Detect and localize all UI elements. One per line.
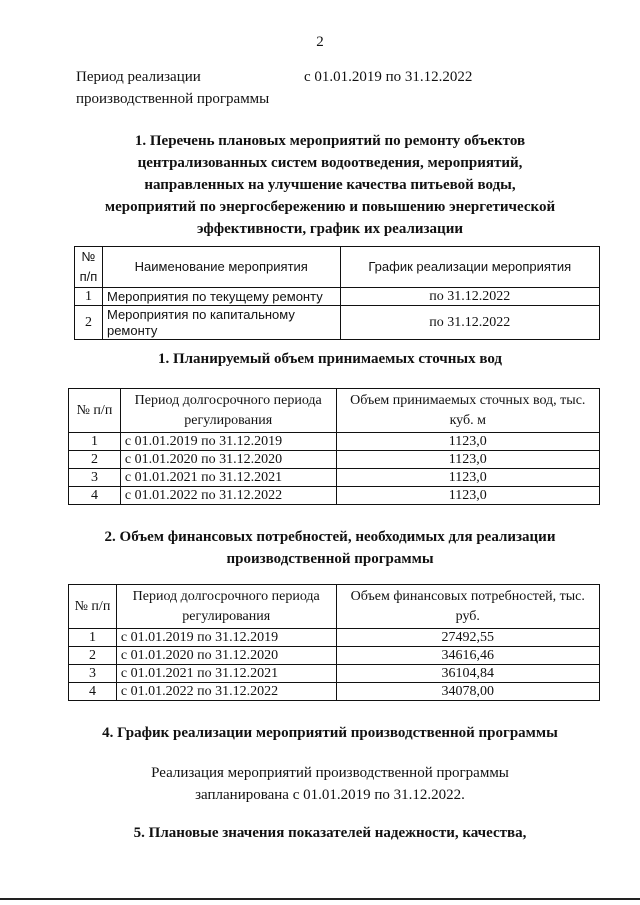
period-label-line: производственной программы bbox=[76, 91, 270, 107]
table-header-row bbox=[75, 247, 600, 288]
section1-title-line: мероприятий по энергосбережению и повышению энергетической bbox=[104, 199, 556, 215]
table-row bbox=[75, 306, 600, 340]
period-value: с 01.01.2019 по 31.12.2022 bbox=[304, 69, 473, 85]
section1-title-line: направленных на улучшение качества питьевой воды, bbox=[144, 177, 516, 193]
cell-number: 4 bbox=[69, 683, 117, 701]
table-row bbox=[75, 288, 600, 306]
cell-number: 1 bbox=[75, 288, 103, 306]
section5-title bbox=[60, 822, 600, 844]
cell-number: 4 bbox=[69, 487, 121, 505]
table-row bbox=[69, 469, 600, 487]
cell-number: 2 bbox=[69, 451, 121, 469]
wastewater-table bbox=[68, 388, 600, 505]
table-row bbox=[69, 665, 600, 683]
section3-title-line: 2. Объем финансовых потребностей, необходимых для реализации bbox=[104, 529, 556, 545]
table-header-row bbox=[69, 389, 600, 433]
header-financial-needs: Объем финансовых потребностей, тыс. руб. bbox=[336, 585, 599, 629]
cell-number: 1 bbox=[69, 433, 121, 451]
header-number: № п/п bbox=[69, 389, 121, 433]
header-number: № п/п bbox=[75, 247, 103, 288]
period-label-line: Период реализации bbox=[76, 69, 201, 85]
page-number: 2 bbox=[316, 34, 324, 50]
cell-financial-needs: 36104,84 bbox=[336, 665, 599, 683]
section3-title bbox=[60, 526, 600, 570]
table-row bbox=[69, 683, 600, 701]
cell-number: 3 bbox=[69, 469, 121, 487]
period-label bbox=[76, 66, 296, 110]
cell-period: с 01.01.2020 по 31.12.2020 bbox=[116, 647, 336, 665]
financial-table bbox=[68, 584, 600, 701]
header-period: Период долгосрочного периода регулирования bbox=[116, 585, 336, 629]
cell-number: 2 bbox=[69, 647, 117, 665]
header-period: Период долгосрочного периода регулирования bbox=[120, 389, 336, 433]
header-volume: Объем принимаемых сточных вод, тыс. куб. м bbox=[336, 389, 599, 433]
cell-number: 3 bbox=[69, 665, 117, 683]
section4-text-line: запланирована с 01.01.2019 по 31.12.2022. bbox=[195, 787, 465, 803]
cell-period: с 01.01.2019 по 31.12.2019 bbox=[116, 629, 336, 647]
table-row bbox=[69, 629, 600, 647]
table-row bbox=[69, 451, 600, 469]
cell-period: с 01.01.2021 по 31.12.2021 bbox=[120, 469, 336, 487]
cell-number: 2 bbox=[75, 306, 103, 340]
table-row bbox=[69, 433, 600, 451]
section5-title-line: 5. Плановые значения показателей надежности, качества, bbox=[133, 825, 527, 841]
cell-measure-name: Мероприятия по капитальному ремонту bbox=[102, 306, 340, 340]
cell-period: с 01.01.2020 по 31.12.2020 bbox=[120, 451, 336, 469]
cell-volume: 1123,0 bbox=[336, 487, 599, 505]
section4-text bbox=[60, 762, 600, 806]
section4-title-line: 4. График реализации мероприятий производственной программы bbox=[102, 725, 558, 741]
section1-title-line: централизованных систем водоотведения, мероприятий, bbox=[137, 155, 523, 171]
cell-volume: 1123,0 bbox=[336, 469, 599, 487]
section1-title-line: эффективности, график их реализации bbox=[197, 221, 463, 237]
cell-period: с 01.01.2022 по 31.12.2022 bbox=[120, 487, 336, 505]
section1-title bbox=[60, 130, 600, 240]
cell-period: с 01.01.2021 по 31.12.2021 bbox=[116, 665, 336, 683]
table-row bbox=[69, 647, 600, 665]
measures-table bbox=[74, 246, 600, 340]
table-row bbox=[69, 487, 600, 505]
cell-number: 1 bbox=[69, 629, 117, 647]
table-header-row bbox=[69, 585, 600, 629]
section2-title-line: 1. Планируемый объем принимаемых сточных вод bbox=[157, 351, 503, 367]
cell-financial-needs: 27492,55 bbox=[336, 629, 599, 647]
section2-title bbox=[60, 348, 600, 370]
cell-period: с 01.01.2022 по 31.12.2022 bbox=[116, 683, 336, 701]
cell-measure-name: Мероприятия по текущему ремонту bbox=[102, 288, 340, 306]
cell-financial-needs: 34616,46 bbox=[336, 647, 599, 665]
section4-text-line: Реализация мероприятий производственной программы bbox=[151, 765, 509, 781]
header-measure-name: Наименование мероприятия bbox=[102, 247, 340, 288]
section3-title-line: производственной программы bbox=[226, 551, 434, 567]
cell-period: с 01.01.2019 по 31.12.2019 bbox=[120, 433, 336, 451]
header-number: № п/п bbox=[69, 585, 117, 629]
bottom-edge-rule bbox=[0, 898, 640, 900]
section4-title bbox=[60, 722, 600, 744]
cell-volume: 1123,0 bbox=[336, 433, 599, 451]
header-schedule: График реализации мероприятия bbox=[340, 247, 599, 288]
cell-schedule: по 31.12.2022 bbox=[340, 288, 599, 306]
cell-financial-needs: 34078,00 bbox=[336, 683, 599, 701]
cell-volume: 1123,0 bbox=[336, 451, 599, 469]
section1-title-line: 1. Перечень плановых мероприятий по ремонту объектов bbox=[134, 133, 526, 149]
cell-schedule: по 31.12.2022 bbox=[340, 306, 599, 340]
